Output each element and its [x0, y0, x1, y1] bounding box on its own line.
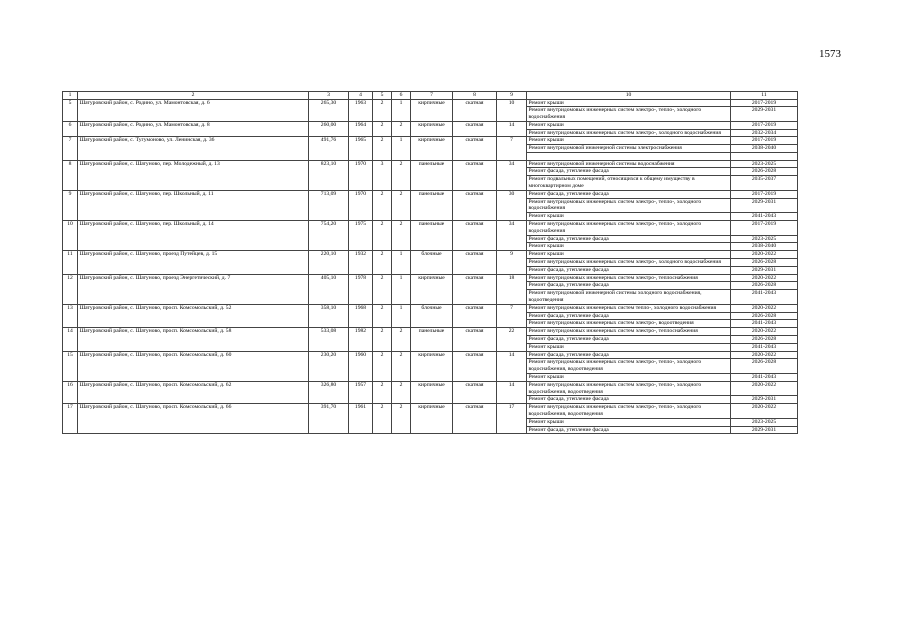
address: Шатуровский район, с. Шатуново, просп. Комсомольский, д. 58 [78, 328, 309, 351]
total-area: 391,70 [309, 404, 349, 434]
address: Шатуровский район, с. Шатуново, просп. Комсомольский, д. 52 [78, 304, 309, 327]
column-number: 7 [411, 92, 453, 100]
roof-type: скатная [453, 190, 497, 220]
repair-period: 2017-2019 [731, 137, 798, 145]
record-number: 7 [63, 137, 78, 160]
record-number: 8 [63, 160, 78, 190]
floor-count: 2 [373, 351, 392, 381]
repair-work: Ремонт внутридомовых инженерных систем электро-, водоотведения [527, 320, 731, 328]
entrance-count: 1 [392, 304, 411, 327]
entrance-count: 2 [392, 121, 411, 137]
floor-count: 2 [373, 381, 392, 403]
repair-work: Ремонт крыши [527, 343, 731, 351]
table-row [63, 251, 798, 259]
build-year: 1982 [349, 328, 373, 351]
repair-work: Ремонт внутридомовых инженерных систем электро-, холодного водоснабжения [527, 129, 731, 137]
repair-period: 2023-2025 [731, 160, 798, 168]
roof-type: скатная [453, 160, 497, 190]
repair-work: Ремонт крыши [527, 251, 731, 259]
repair-period: 2041-2043 [731, 373, 798, 381]
repair-work: Ремонт фасада, утепление фасада [527, 336, 731, 344]
address: Шатуровский район, с. Шатуново, проезд Путейцев, д. 15 [78, 251, 309, 274]
repair-period: 2020-2022 [731, 251, 798, 259]
column-number: 2 [78, 92, 309, 100]
resident-count: 10 [497, 99, 527, 121]
repair-work: Ремонт внутридомовых инженерных систем электро-, холодного водоснабжения [527, 259, 731, 267]
roof-type: скатная [453, 304, 497, 327]
repair-period: 2017-2019 [731, 99, 798, 107]
repair-period: 2029-2031 [731, 107, 798, 122]
resident-count: 17 [497, 404, 527, 434]
wall-material: блочные [411, 304, 453, 327]
address: Шатуровский район, с. Тугумоново, ул. Ленинская, д. 36 [78, 137, 309, 160]
floor-count: 2 [373, 99, 392, 121]
record-number: 16 [63, 381, 78, 403]
repair-work: Ремонт подвальных помещений, относящихся к общему имуществу в многоквартирном доме [527, 176, 731, 191]
address: Шатуровский район, с. Шатуново, просп. Комсомольский, д. 60 [78, 351, 309, 381]
build-year: 1932 [349, 251, 373, 274]
address: Шатуровский район, с. Шатуново, пер. Молодежный, д. 13 [78, 160, 309, 190]
build-year: 1963 [349, 99, 373, 121]
build-year: 1975 [349, 221, 373, 251]
repair-period: 2041-2043 [731, 290, 798, 305]
wall-material: блочные [411, 251, 453, 274]
floor-count: 2 [373, 221, 392, 251]
column-number: 3 [309, 92, 349, 100]
wall-material: кирпичные [411, 404, 453, 434]
repair-work: Ремонт крыши [527, 373, 731, 381]
roof-type: скатная [453, 251, 497, 274]
record-number: 15 [63, 351, 78, 381]
repair-period: 2032-2034 [731, 129, 798, 137]
record-number: 14 [63, 328, 78, 351]
total-area: 230,20 [309, 351, 349, 381]
build-year: 1960 [349, 351, 373, 381]
resident-count: 7 [497, 304, 527, 327]
wall-material: кирпичные [411, 381, 453, 403]
floor-count: 2 [373, 404, 392, 434]
address: Шатуровский район, с. Шатуново, просп. Комсомольский, д. 66 [78, 404, 309, 434]
repair-period: 2023-2025 [731, 235, 798, 243]
entrance-count: 2 [392, 381, 411, 403]
column-number: 5 [373, 92, 392, 100]
record-number: 17 [63, 404, 78, 434]
table-row [63, 190, 798, 198]
roof-type: скатная [453, 99, 497, 121]
entrance-count: 2 [392, 160, 411, 190]
column-number: 1 [63, 92, 78, 100]
floor-count: 3 [373, 160, 392, 190]
resident-count: 14 [497, 381, 527, 403]
repair-work: Ремонт внутридомовой инженерной системы электроснабжения [527, 145, 731, 153]
page-number: 1573 [819, 48, 841, 60]
address: Шатуровский район, с. Шатуново, пер. Школьный, д. 11 [78, 190, 309, 220]
total-area: 260,00 [309, 121, 349, 137]
address: Шатуровский район, с. Шатуново, пер. Школьный, д. 14 [78, 221, 309, 251]
roof-type: скатная [453, 328, 497, 351]
record-number: 6 [63, 121, 78, 137]
repair-period [731, 153, 798, 161]
repair-period: 2041-2043 [731, 343, 798, 351]
entrance-count: 1 [392, 251, 411, 274]
repair-period: 2020-2022 [731, 304, 798, 312]
wall-material: панельные [411, 160, 453, 190]
table-row [63, 404, 798, 419]
column-number: 9 [497, 92, 527, 100]
repair-work: Ремонт фасада, утепление фасада [527, 396, 731, 404]
record-number: 12 [63, 274, 78, 304]
record-number: 10 [63, 221, 78, 251]
table-row [63, 160, 798, 168]
roof-type: скатная [453, 381, 497, 403]
repair-work: Ремонт фасада, утепление фасада [527, 312, 731, 320]
record-number: 5 [63, 99, 78, 121]
table-row [63, 351, 798, 359]
floor-count: 2 [373, 328, 392, 351]
repair-period: 2017-2019 [731, 121, 798, 129]
total-area: 754,20 [309, 221, 349, 251]
column-number: 10 [527, 92, 731, 100]
total-area: 405,10 [309, 274, 349, 304]
repair-work: Ремонт внутридомовых инженерных систем тепло-, холодного водоснабжения [527, 304, 731, 312]
repair-period: 2029-2031 [731, 266, 798, 274]
address: Шатуровский район, с. Родино, ул. Мамонтовская, д. 8 [78, 121, 309, 137]
table-row [63, 381, 798, 396]
repair-period: 2020-2022 [731, 404, 798, 419]
repair-work: Ремонт фасада, утепление фасада [527, 235, 731, 243]
table-row [63, 221, 798, 236]
wall-material: кирпичные [411, 137, 453, 160]
build-year: 1961 [349, 404, 373, 434]
build-year: 1970 [349, 160, 373, 190]
repair-period: 2017-2019 [731, 221, 798, 236]
repair-period: 2029-2031 [731, 198, 798, 213]
repair-work: Ремонт фасада, утепление фасада [527, 168, 731, 176]
repair-work: Ремонт крыши [527, 213, 731, 221]
resident-count: 22 [497, 328, 527, 351]
repair-period: 2026-2028 [731, 168, 798, 176]
repair-work: Ремонт крыши [527, 243, 731, 251]
repair-work: Ремонт крыши [527, 121, 731, 129]
repair-work: Ремонт внутридомовых инженерных систем электро-, тепло-, холодного водоснабжения, водоотведения [527, 381, 731, 396]
resident-count: 34 [497, 221, 527, 251]
total-area: 220,10 [309, 251, 349, 274]
roof-type: скатная [453, 137, 497, 160]
repair-period: 2017-2019 [731, 190, 798, 198]
total-area: 533,08 [309, 328, 349, 351]
wall-material: кирпичные [411, 99, 453, 121]
table-row [63, 99, 798, 107]
column-number: 4 [349, 92, 373, 100]
repair-work: Ремонт внутридомовой инженерной системы водоснабжения [527, 160, 731, 168]
repair-period: 2029-2031 [731, 426, 798, 434]
repair-work: Ремонт фасада, утепление фасада [527, 190, 731, 198]
floor-count: 2 [373, 304, 392, 327]
record-number: 9 [63, 190, 78, 220]
resident-count: 14 [497, 121, 527, 137]
floor-count: 2 [373, 137, 392, 160]
entrance-count: 2 [392, 351, 411, 381]
repair-work: Ремонт крыши [527, 137, 731, 145]
entrance-count: 2 [392, 190, 411, 220]
resident-count: 30 [497, 190, 527, 220]
record-number: 11 [63, 251, 78, 274]
total-area: 358,10 [309, 304, 349, 327]
roof-type: скатная [453, 351, 497, 381]
repair-work [527, 153, 731, 161]
entrance-count: 1 [392, 99, 411, 121]
floor-count: 2 [373, 251, 392, 274]
repair-period: 2026-2028 [731, 259, 798, 267]
resident-count: 7 [497, 137, 527, 160]
wall-material: панельные [411, 190, 453, 220]
repair-work: Ремонт крыши [527, 99, 731, 107]
column-number: 11 [731, 92, 798, 100]
repair-period: 2026-2028 [731, 336, 798, 344]
floor-count: 2 [373, 190, 392, 220]
address: Шатуровский район, с. Родино, ул. Мамонтовская, д. 6 [78, 99, 309, 121]
repair-work: Ремонт внутридомовых инженерных систем электро-, тепло-, холодного водоснабжения, водоотведения [527, 404, 731, 419]
entrance-count: 1 [392, 137, 411, 160]
repair-work: Ремонт внутридомовых инженерных систем электро-, теплоснабжения [527, 328, 731, 336]
resident-count: 18 [497, 274, 527, 304]
resident-count: 14 [497, 351, 527, 381]
table-row [63, 121, 798, 129]
repair-work: Ремонт фасада, утепление фасада [527, 351, 731, 359]
roof-type: скатная [453, 404, 497, 434]
repair-work: Ремонт внутридомовых инженерных систем электро-, теплоснабжения [527, 274, 731, 282]
build-year: 1965 [349, 137, 373, 160]
address: Шатуровский район, с. Шатуново, просп. Комсомольский, д. 62 [78, 381, 309, 403]
column-number: 6 [392, 92, 411, 100]
repair-work: Ремонт фасада, утепление фасада [527, 266, 731, 274]
roof-type: скатная [453, 121, 497, 137]
build-year: 1957 [349, 381, 373, 403]
resident-count: 34 [497, 160, 527, 190]
wall-material: кирпичные [411, 274, 453, 304]
wall-material: панельные [411, 221, 453, 251]
repair-period: 2038-2040 [731, 145, 798, 153]
total-area: 326,80 [309, 381, 349, 403]
repair-period: 2020-2022 [731, 381, 798, 396]
total-area: 823,10 [309, 160, 349, 190]
column-number-row [63, 92, 798, 100]
total-area: 265,30 [309, 99, 349, 121]
total-area: 713,09 [309, 190, 349, 220]
table-row [63, 274, 798, 282]
resident-count: 9 [497, 251, 527, 274]
repair-period: 2023-2025 [731, 418, 798, 426]
repair-work: Ремонт крыши [527, 418, 731, 426]
repair-work: Ремонт фасада, утепление фасада [527, 282, 731, 290]
wall-material: кирпичные [411, 351, 453, 381]
total-area: 491,76 [309, 137, 349, 160]
address: Шатуровский район, с. Шатуново, проезд Энергетический, д. 7 [78, 274, 309, 304]
build-year: 1964 [349, 121, 373, 137]
table-row [63, 328, 798, 336]
roof-type: скатная [453, 274, 497, 304]
repair-work: Ремонт фасада, утепление фасада [527, 426, 731, 434]
repair-period: 2041-2043 [731, 213, 798, 221]
repair-work: Ремонт внутридомовых инженерных систем электро-, тепло-, холодного водоснабжения [527, 107, 731, 122]
entrance-count: 2 [392, 404, 411, 434]
capital-repair-table [62, 91, 798, 434]
build-year: 1968 [349, 304, 373, 327]
repair-period: 2035-2037 [731, 176, 798, 191]
floor-count: 2 [373, 274, 392, 304]
wall-material: кирпичные [411, 121, 453, 137]
repair-period: 2026-2028 [731, 359, 798, 374]
repair-work: Ремонт внутридомовой инженерной системы холодного водоснабжения, водоотведения [527, 290, 731, 305]
repair-period: 2026-2028 [731, 282, 798, 290]
roof-type: скатная [453, 221, 497, 251]
repair-work: Ремонт внутридомовых инженерных систем электро-, тепло-, холодного водоснабжения [527, 221, 731, 236]
table-row [63, 137, 798, 145]
repair-work: Ремонт внутридомовых инженерных систем электро-, тепло-, холодного водоснабжения [527, 198, 731, 213]
entrance-count: 2 [392, 328, 411, 351]
repair-period: 2020-2022 [731, 274, 798, 282]
record-number: 13 [63, 304, 78, 327]
entrance-count: 2 [392, 221, 411, 251]
wall-material: панельные [411, 328, 453, 351]
build-year: 1978 [349, 274, 373, 304]
repair-period: 2041-2043 [731, 320, 798, 328]
repair-work: Ремонт внутридомовых инженерных систем электро-, тепло-, холодного водоснабжения, водоотведения [527, 359, 731, 374]
repair-period: 2020-2022 [731, 351, 798, 359]
repair-period: 2038-2040 [731, 243, 798, 251]
repair-period: 2026-2028 [731, 312, 798, 320]
floor-count: 2 [373, 121, 392, 137]
repair-period: 2029-2031 [731, 396, 798, 404]
entrance-count: 1 [392, 274, 411, 304]
table-row [63, 304, 798, 312]
repair-period: 2020-2022 [731, 328, 798, 336]
column-number: 8 [453, 92, 497, 100]
build-year: 1970 [349, 190, 373, 220]
